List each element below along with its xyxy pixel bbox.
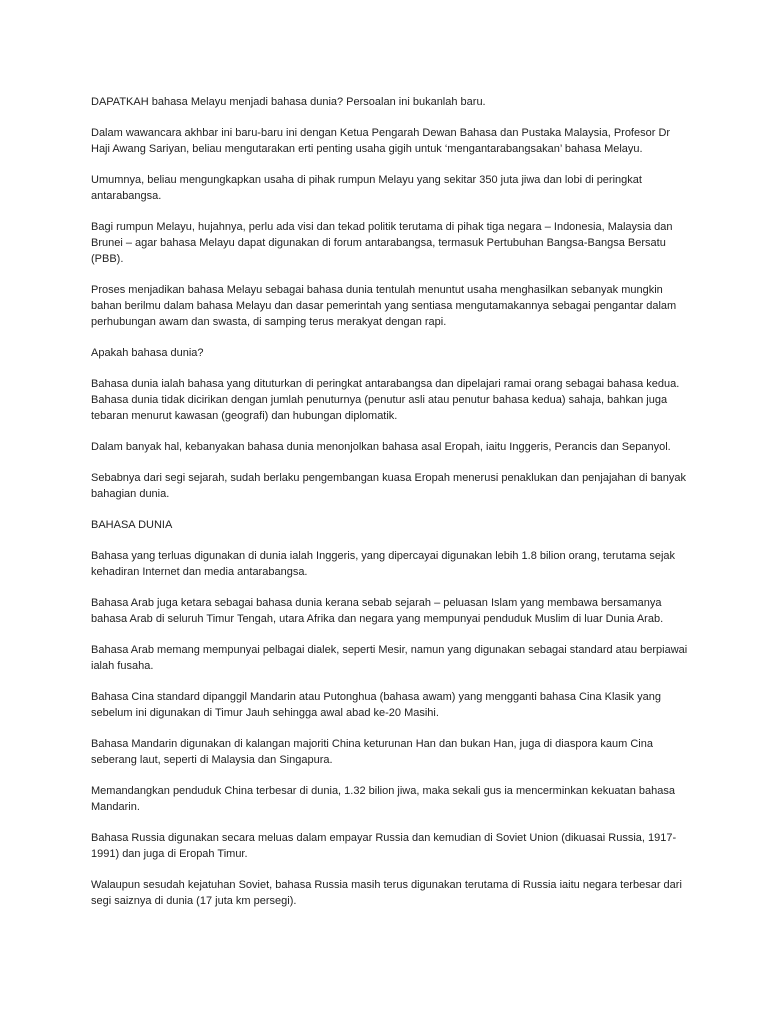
paragraph: Sebabnya dari segi sejarah, sudah berlaku pengembangan kuasa Eropah menerusi penaklukan dan penjajahan di banyak bahagian dunia.	[91, 472, 687, 500]
paragraph: Bahasa dunia ialah bahasa yang dituturkan di peringkat antarabangsa dan dipelajari ramai orang sebagai bahasa kedua. Bahasa dunia tidak dicirikan dengan jumlah penuturnya (penutur asli atau penutur bahasa kedua) sahaja, bahkan juga tebaran menurut kawasan (geografi) dan hubungan diplomatik.	[91, 378, 680, 422]
paragraph: Memandangkan penduduk China terbesar di dunia, 1.32 bilion jiwa, maka sekali gus ia mencerminkan kekuatan bahasa Mandarin.	[91, 785, 675, 813]
paragraph: Bagi rumpun Melayu, hujahnya, perlu ada visi dan tekad politik terutama di pihak tiga negara – Indonesia, Malaysia dan Brunei – agar bahasa Melayu dapat digunakan di forum antarabangsa, termasuk Pertubuhan Bangsa-Bangsa Bersatu (PBB).	[91, 221, 673, 265]
section-question: Apakah bahasa dunia?	[91, 347, 204, 359]
paragraph: Dalam banyak hal, kebanyakan bahasa dunia menonjolkan bahasa asal Eropah, iaitu Inggeris, Perancis dan Sepanyol.	[91, 441, 671, 453]
paragraph: Dalam wawancara akhbar ini baru-baru ini dengan Ketua Pengarah Dewan Bahasa dan Pustaka Malaysia, Profesor Dr Haji Awang Sariyan, beliau mengutarakan erti penting usaha gigih untuk ‘mengantarabangsakan’ bahasa Melayu.	[91, 127, 671, 155]
paragraph: Bahasa Cina standard dipanggil Mandarin atau Putonghua (bahasa awam) yang mengganti bahasa Cina Klasik yang sebelum ini digunakan di Timur Jauh sehingga awal abad ke-20 Masihi.	[91, 691, 661, 719]
article-body	[91, 94, 691, 924]
paragraph: Bahasa Arab memang mempunyai pelbagai dialek, seperti Mesir, namun yang digunakan sebagai standard atau berpiawai ialah fusaha.	[91, 644, 688, 672]
paragraph: Umumnya, beliau mengungkapkan usaha di pihak rumpun Melayu yang sekitar 350 juta jiwa dan lobi di peringkat antarabangsa.	[91, 174, 642, 202]
paragraph-intro: DAPATKAH bahasa Melayu menjadi bahasa dunia? Persoalan ini bukanlah baru.	[91, 96, 486, 108]
paragraph: Proses menjadikan bahasa Melayu sebagai bahasa dunia tentulah menuntut usaha menghasilkan sebanyak mungkin bahan berilmu dalam bahasa Melayu dan dasar pemerintah yang sentiasa mengutamakannya sebagai pengantar dalam perhubungan awam dan swasta, di samping terus merakyat dengan rapi.	[91, 284, 677, 328]
paragraph: Bahasa Mandarin digunakan di kalangan majoriti China keturunan Han dan bukan Han, juga di diaspora kaum Cina seberang laut, seperti di Malaysia dan Singapura.	[91, 738, 653, 766]
paragraph: Bahasa yang terluas digunakan di dunia ialah Inggeris, yang dipercayai digunakan lebih 1.8 bilion orang, terutama sejak kehadiran Internet dan media antarabangsa.	[91, 550, 676, 578]
paragraph: Bahasa Arab juga ketara sebagai bahasa dunia kerana sebab sejarah – peluasan Islam yang membawa bersamanya bahasa Arab di seluruh Timur Tengah, utara Afrika dan negara yang mempunyai penduduk Muslim di luar Dunia Arab.	[91, 597, 664, 625]
section-heading: BAHASA DUNIA	[91, 519, 173, 531]
paragraph: Walaupun sesudah kejatuhan Soviet, bahasa Russia masih terus digunakan terutama di Russia iaitu negara terbesar dari segi saiznya di dunia (17 juta km persegi).	[91, 879, 682, 907]
paragraph: Bahasa Russia digunakan secara meluas dalam empayar Russia dan kemudian di Soviet Union (dikuasai Russia, 1917-1991) dan juga di Eropah Timur.	[91, 832, 677, 860]
